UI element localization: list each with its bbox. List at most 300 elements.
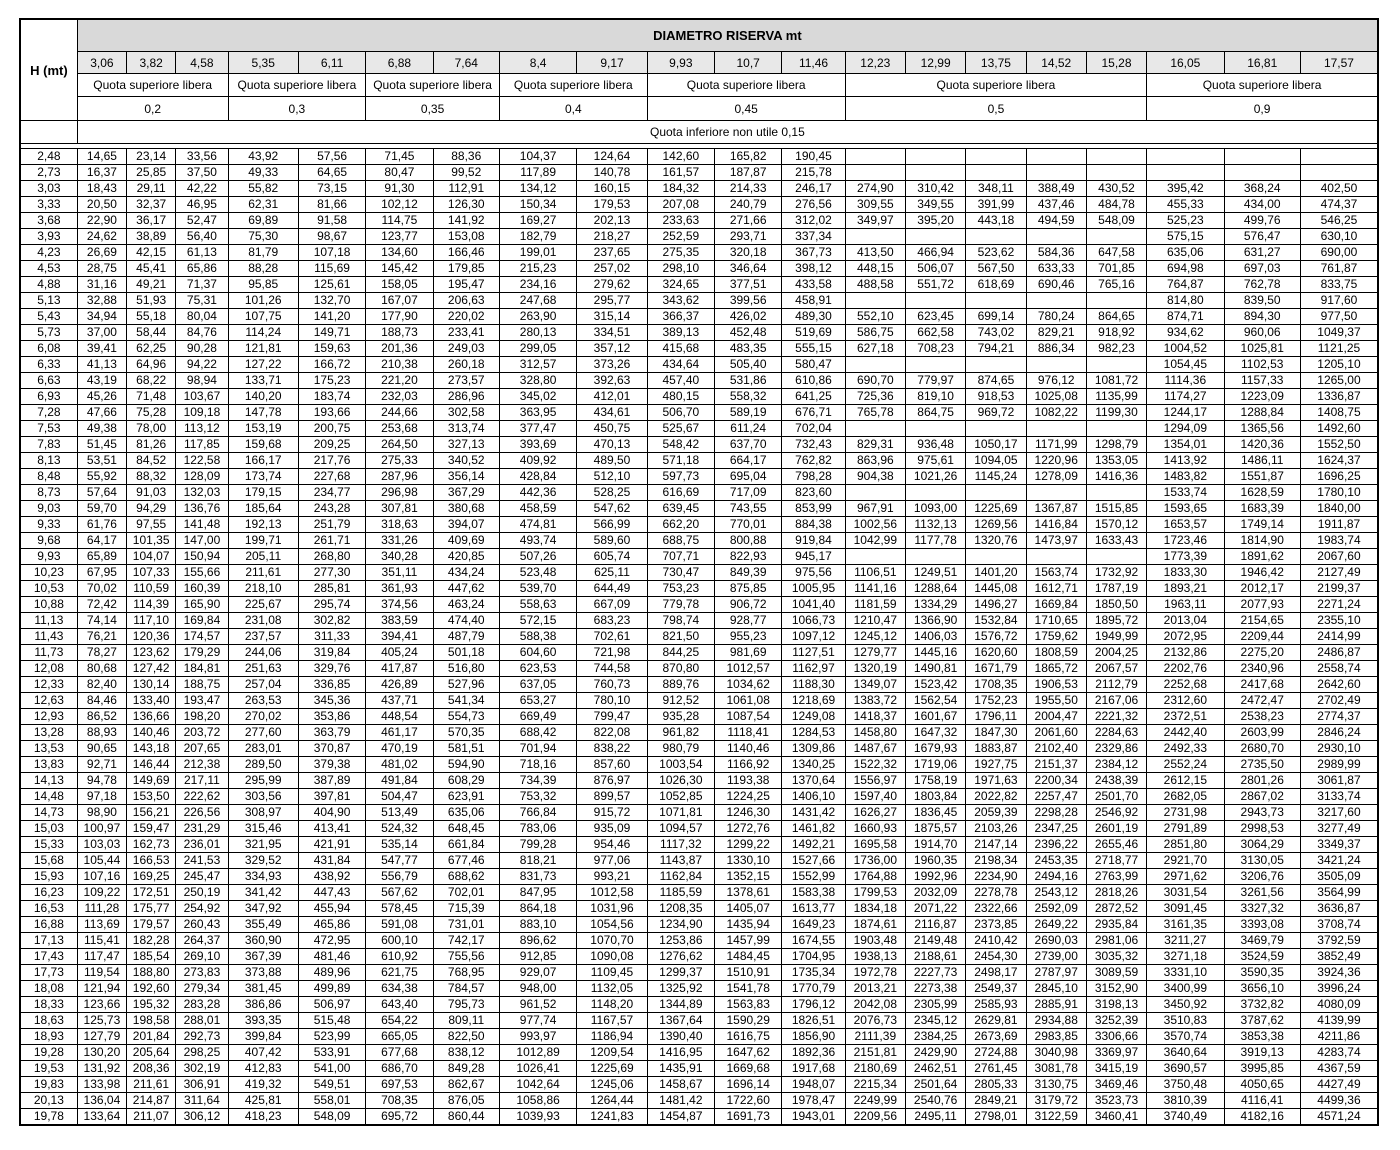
volume-cell: 2546,92 — [1086, 805, 1146, 821]
volume-cell: 3122,59 — [1026, 1109, 1086, 1126]
volume-cell: 531,86 — [715, 373, 782, 389]
volume-cell: 18,43 — [77, 181, 126, 197]
volume-cell: 3133,74 — [1300, 789, 1378, 805]
volume-cell: 2067,57 — [1086, 661, 1146, 677]
volume-cell: 541,00 — [298, 1061, 365, 1077]
volume-cell: 167,07 — [366, 293, 433, 309]
volume-cell: 1576,72 — [966, 629, 1026, 645]
height-cell: 8,48 — [20, 469, 77, 485]
volume-cell: 249,03 — [433, 341, 499, 357]
volume-cell: 203,72 — [176, 725, 228, 741]
volume-cell: 1626,27 — [845, 805, 905, 821]
volume-cell: 233,41 — [433, 325, 499, 341]
volume-cell: 391,99 — [966, 197, 1026, 213]
volume-cell: 1948,07 — [782, 1077, 845, 1093]
volume-cell: 1943,01 — [782, 1109, 845, 1126]
volume-cell: 2603,99 — [1224, 725, 1300, 741]
volume-cell: 505,40 — [715, 357, 782, 373]
volume-cell: 1109,45 — [577, 965, 647, 981]
table-row — [20, 725, 1378, 741]
volume-cell: 623,91 — [433, 789, 499, 805]
volume-cell: 1938,13 — [845, 949, 905, 965]
volume-cell: 3469,46 — [1086, 1077, 1146, 1093]
volume-cell: 1893,21 — [1147, 581, 1224, 597]
diameter-cell: 3,06 — [77, 52, 126, 74]
height-cell: 10,53 — [20, 581, 77, 597]
volume-cell: 2071,22 — [905, 901, 965, 917]
volume-cell: 166,53 — [127, 853, 176, 869]
volume-cell: 875,85 — [715, 581, 782, 597]
table-row — [20, 261, 1378, 277]
volume-cell: 2761,45 — [966, 1061, 1026, 1077]
volume-cell: 1094,05 — [966, 453, 1026, 469]
volume-cell: 226,56 — [176, 805, 228, 821]
volume-cell: 1874,61 — [845, 917, 905, 933]
volume-cell: 155,66 — [176, 565, 228, 581]
volume-cell: 584,36 — [1026, 245, 1086, 261]
volume-cell: 2495,11 — [905, 1109, 965, 1126]
volume-cell: 55,82 — [228, 181, 298, 197]
volume-cell: 2042,08 — [845, 997, 905, 1013]
volume-cell: 1021,26 — [905, 469, 965, 485]
volume-cell: 1906,53 — [1026, 677, 1086, 693]
volume-cell: 393,69 — [499, 437, 576, 453]
volume-cell: 29,11 — [127, 181, 176, 197]
volume-cell: 3261,56 — [1224, 885, 1300, 901]
volume-cell: 1917,68 — [782, 1061, 845, 1077]
volume-cell: 567,62 — [366, 885, 433, 901]
volume-cell: 458,91 — [782, 293, 845, 309]
volume-cell: 103,67 — [176, 389, 228, 405]
volume-cell: 296,98 — [366, 485, 433, 501]
volume-cell: 260,43 — [176, 917, 228, 933]
volume-cell: 90,28 — [176, 341, 228, 357]
volume-cell: 2414,99 — [1300, 629, 1378, 645]
volume-cell: 1458,80 — [845, 725, 905, 741]
volume-cell: 254,92 — [176, 901, 228, 917]
volume-cell: 134,60 — [366, 245, 433, 261]
volume-cell: 276,56 — [782, 197, 845, 213]
volume-cell: 4050,65 — [1224, 1077, 1300, 1093]
volume-cell: 1002,56 — [845, 517, 905, 533]
table-row — [20, 309, 1378, 325]
volume-cell — [1026, 229, 1086, 245]
volume-cell: 623,53 — [499, 661, 576, 677]
volume-cell: 123,62 — [127, 645, 176, 661]
volume-cell: 82,40 — [77, 677, 126, 693]
volume-cell: 126,30 — [433, 197, 499, 213]
diameter-cell: 16,81 — [1224, 52, 1300, 74]
volume-cell: 207,08 — [647, 197, 714, 213]
volume-cell: 2851,80 — [1147, 837, 1224, 853]
volume-cell: 234,77 — [298, 485, 365, 501]
volume-cell: 547,77 — [366, 853, 433, 869]
volume-cell: 56,40 — [176, 229, 228, 245]
volume-cell: 765,78 — [845, 405, 905, 421]
volume-cell: 1492,60 — [1300, 421, 1378, 437]
volume-cell: 857,60 — [577, 757, 647, 773]
table-row — [20, 677, 1378, 693]
volume-cell: 470,13 — [577, 437, 647, 453]
volume-cell: 571,18 — [647, 453, 714, 469]
volume-cell: 630,10 — [1300, 229, 1378, 245]
volume-cell — [845, 357, 905, 373]
volume-cell: 433,58 — [782, 277, 845, 293]
volume-cell: 1148,20 — [577, 997, 647, 1013]
volume-cell: 605,74 — [577, 549, 647, 565]
volume-cell: 133,40 — [127, 693, 176, 709]
volume-cell: 853,99 — [782, 501, 845, 517]
volume-cell: 1320,76 — [966, 533, 1026, 549]
volume-cell: 2059,39 — [966, 805, 1026, 821]
volume-cell: 367,73 — [782, 245, 845, 261]
volume-cell: 234,16 — [499, 277, 576, 293]
volume-cell: 3130,75 — [1026, 1077, 1086, 1093]
diameter-cell: 9,17 — [577, 52, 647, 74]
table-row — [20, 693, 1378, 709]
volume-cell: 409,92 — [499, 453, 576, 469]
volume-cell — [905, 549, 965, 565]
volume-cell: 548,09 — [298, 1109, 365, 1126]
volume-cell: 101,26 — [228, 293, 298, 309]
volume-cell: 461,17 — [366, 725, 433, 741]
volume-cell: 506,97 — [298, 997, 365, 1013]
volume-cell: 232,03 — [366, 389, 433, 405]
volume-cell: 302,82 — [298, 613, 365, 629]
volume-cell: 2116,87 — [905, 917, 965, 933]
volume-cell: 101,35 — [127, 533, 176, 549]
volume-cell: 2540,76 — [905, 1093, 965, 1109]
volume-cell: 702,04 — [782, 421, 845, 437]
volume-cell: 156,21 — [127, 805, 176, 821]
volume-cell: 313,74 — [433, 421, 499, 437]
volume-cell: 535,14 — [366, 837, 433, 853]
volume-cell: 147,78 — [228, 405, 298, 421]
volume-cell: 64,96 — [127, 357, 176, 373]
volume-cell: 91,03 — [127, 485, 176, 501]
volume-cell: 34,94 — [77, 309, 126, 325]
volume-cell: 263,90 — [499, 309, 576, 325]
volume-cell: 2154,65 — [1224, 613, 1300, 629]
volume-cell: 279,62 — [577, 277, 647, 293]
volume-cell: 884,38 — [782, 517, 845, 533]
volume-cell: 75,28 — [127, 405, 176, 421]
volume-cell: 340,52 — [433, 453, 499, 469]
volume-cell: 1406,03 — [905, 629, 965, 645]
volume-cell: 1710,65 — [1026, 613, 1086, 629]
volume-cell — [1026, 293, 1086, 309]
volume-cell: 192,60 — [127, 981, 176, 997]
volume-cell: 2012,17 — [1224, 581, 1300, 597]
volume-cell: 245,47 — [176, 869, 228, 885]
volume-cell: 193,66 — [298, 405, 365, 421]
volume-cell: 367,39 — [228, 949, 298, 965]
volume-cell: 1034,62 — [715, 677, 782, 693]
volume-cell: 1365,56 — [1224, 421, 1300, 437]
volume-cell: 62,31 — [228, 197, 298, 213]
volume-cell: 115,41 — [77, 933, 126, 949]
volume-cell: 611,24 — [715, 421, 782, 437]
table-row — [20, 869, 1378, 885]
volume-cell: 318,63 — [366, 517, 433, 533]
height-cell: 3,33 — [20, 197, 77, 213]
volume-cell: 976,12 — [1026, 373, 1086, 389]
volume-cell: 394,41 — [366, 629, 433, 645]
volume-cell: 2112,79 — [1086, 677, 1146, 693]
volume-cell: 594,90 — [433, 757, 499, 773]
volume-cell: 1914,70 — [905, 837, 965, 853]
volume-cell: 2735,50 — [1224, 757, 1300, 773]
volume-cell: 159,63 — [298, 341, 365, 357]
volume-cell: 140,46 — [127, 725, 176, 741]
volume-cell: 1061,08 — [715, 693, 782, 709]
volume-cell: 49,33 — [228, 165, 298, 181]
volume-cell: 734,39 — [499, 773, 576, 789]
volume-cell: 141,48 — [176, 517, 228, 533]
volume-cell: 2801,26 — [1224, 773, 1300, 789]
volume-cell: 648,45 — [433, 821, 499, 837]
volume-cell: 2111,39 — [845, 1029, 905, 1045]
volume-cell: 114,24 — [228, 325, 298, 341]
volume-cell: 285,81 — [298, 581, 365, 597]
table-row — [20, 1061, 1378, 1077]
volume-cell: 702,01 — [433, 885, 499, 901]
volume-cell: 3810,39 — [1147, 1093, 1224, 1109]
volume-cell: 98,67 — [298, 229, 365, 245]
volume-cell: 753,23 — [647, 581, 714, 597]
volume-cell: 819,10 — [905, 389, 965, 405]
diameter-cell: 7,64 — [433, 52, 499, 74]
table-row — [20, 997, 1378, 1013]
volume-cell: 906,72 — [715, 597, 782, 613]
volume-cell: 295,74 — [298, 597, 365, 613]
volume-cell: 1003,54 — [647, 757, 714, 773]
volume-cell: 1269,56 — [966, 517, 1026, 533]
volume-cell: 1895,72 — [1086, 613, 1146, 629]
volume-cell — [1147, 165, 1224, 181]
volume-cell: 1551,87 — [1224, 469, 1300, 485]
table-row — [20, 485, 1378, 501]
volume-cell: 1225,69 — [966, 501, 1026, 517]
volume-cell: 588,38 — [499, 629, 576, 645]
volume-cell: 349,97 — [845, 213, 905, 229]
height-cell: 5,43 — [20, 309, 77, 325]
volume-cell: 307,81 — [366, 501, 433, 517]
volume-cell: 1563,83 — [715, 997, 782, 1013]
volume-cell: 72,42 — [77, 597, 126, 613]
volume-cell: 667,09 — [577, 597, 647, 613]
volume-cell: 993,21 — [577, 869, 647, 885]
volume-cell: 431,84 — [298, 853, 365, 869]
volume-cell — [905, 149, 965, 165]
diameter-cell: 12,99 — [905, 52, 965, 74]
volume-cell: 84,76 — [176, 325, 228, 341]
volume-cell: 839,50 — [1224, 293, 1300, 309]
volume-cell: 570,35 — [433, 725, 499, 741]
table-title: DIAMETRO RISERVA mt — [77, 19, 1378, 52]
volume-cell: 1143,87 — [647, 853, 714, 869]
volume-cell: 1054,56 — [577, 917, 647, 933]
volume-cell: 78,00 — [127, 421, 176, 437]
volume-cell: 1253,86 — [647, 933, 714, 949]
volume-cell: 393,35 — [228, 1013, 298, 1029]
volume-cell: 2774,37 — [1300, 709, 1378, 725]
volume-cell: 715,39 — [433, 901, 499, 917]
volume-cell: 1620,60 — [966, 645, 1026, 661]
height-cell: 18,08 — [20, 981, 77, 997]
volume-cell: 3750,48 — [1147, 1077, 1224, 1093]
height-cell: 19,78 — [20, 1109, 77, 1126]
volume-cell: 49,38 — [77, 421, 126, 437]
volume-cell: 2410,42 — [966, 933, 1026, 949]
volume-cell: 336,85 — [298, 677, 365, 693]
volume-cell: 702,61 — [577, 629, 647, 645]
title-row — [20, 19, 1378, 52]
volume-cell: 697,53 — [366, 1077, 433, 1093]
volume-cell: 329,52 — [228, 853, 298, 869]
volume-cell: 1649,23 — [782, 917, 845, 933]
volume-cell: 133,71 — [228, 373, 298, 389]
volume-cell: 676,71 — [782, 405, 845, 421]
volume-cell: 192,13 — [228, 517, 298, 533]
diameter-cell: 9,93 — [647, 52, 714, 74]
volume-cell: 1249,51 — [905, 565, 965, 581]
volume-cell: 2462,51 — [905, 1061, 965, 1077]
volume-cell: 3031,54 — [1147, 885, 1224, 901]
volume-cell: 864,75 — [905, 405, 965, 421]
volume-cell: 199,71 — [228, 533, 298, 549]
volume-cell: 90,65 — [77, 741, 126, 757]
volume-cell: 1087,54 — [715, 709, 782, 725]
volume-cell: 798,28 — [782, 469, 845, 485]
volume-cell: 75,31 — [176, 293, 228, 309]
volume-cell: 81,66 — [298, 197, 365, 213]
volume-cell: 247,68 — [499, 293, 576, 309]
volume-cell: 1042,99 — [845, 533, 905, 549]
volume-cell: 2453,35 — [1026, 853, 1086, 869]
volume-cell: 78,27 — [77, 645, 126, 661]
volume-cell: 3636,87 — [1300, 901, 1378, 917]
volume-cell: 1004,52 — [1147, 341, 1224, 357]
volume-cell: 273,57 — [433, 373, 499, 389]
volume-cell: 829,31 — [845, 437, 905, 453]
volume-cell: 328,80 — [499, 373, 576, 389]
volume-cell: 58,44 — [127, 325, 176, 341]
volume-cell: 779,97 — [905, 373, 965, 389]
height-cell: 10,23 — [20, 565, 77, 581]
volume-cell: 2472,47 — [1224, 693, 1300, 709]
volume-cell: 88,28 — [228, 261, 298, 277]
volume-cell: 117,10 — [127, 613, 176, 629]
volume-cell: 2429,90 — [905, 1045, 965, 1061]
volume-cell — [1026, 149, 1086, 165]
volume-cell: 80,47 — [366, 165, 433, 181]
volume-cell: 513,49 — [366, 805, 433, 821]
volume-cell: 1696,14 — [715, 1077, 782, 1093]
volume-cell: 143,18 — [127, 741, 176, 757]
volume-cell: 195,47 — [433, 277, 499, 293]
volume-cell — [845, 229, 905, 245]
volume-cell: 147,00 — [176, 533, 228, 549]
volume-cell: 2629,81 — [966, 1013, 1026, 1029]
volume-cell: 1435,94 — [715, 917, 782, 933]
volume-cell: 1552,50 — [1300, 437, 1378, 453]
volume-cell: 3206,76 — [1224, 869, 1300, 885]
volume-cell: 346,64 — [715, 261, 782, 277]
table-row — [20, 1093, 1378, 1109]
volume-cell — [905, 229, 965, 245]
volume-cell: 2149,48 — [905, 933, 965, 949]
volume-cell: 481,02 — [366, 757, 433, 773]
volume-cell: 227,68 — [298, 469, 365, 485]
volume-cell: 208,36 — [127, 1061, 176, 1077]
volume-cell: 1691,73 — [715, 1109, 782, 1126]
volume-cell: 2592,09 — [1026, 901, 1086, 917]
diameter-cell: 11,46 — [782, 52, 845, 74]
volume-cell: 3331,10 — [1147, 965, 1224, 981]
volume-cell: 218,27 — [577, 229, 647, 245]
volume-cell: 3393,08 — [1224, 917, 1300, 933]
volume-cell: 353,86 — [298, 709, 365, 725]
height-cell: 3,03 — [20, 181, 77, 197]
volume-cell: 528,25 — [577, 485, 647, 501]
volume-cell: 113,12 — [176, 421, 228, 437]
volume-cell: 94,22 — [176, 357, 228, 373]
volume-cell: 277,30 — [298, 565, 365, 581]
volume-cell: 3460,41 — [1086, 1109, 1146, 1126]
volume-cell: 94,29 — [127, 501, 176, 517]
volume-cell — [905, 421, 965, 437]
volume-cell: 127,79 — [77, 1029, 126, 1045]
volume-cell: 1674,55 — [782, 933, 845, 949]
volume-cell: 2442,40 — [1147, 725, 1224, 741]
volume-cell: 39,41 — [77, 341, 126, 357]
volume-cell: 166,72 — [298, 357, 365, 373]
volume-cell: 1141,16 — [845, 581, 905, 597]
table-row — [20, 645, 1378, 661]
volume-cell: 1042,64 — [499, 1077, 576, 1093]
volume-cell: 896,62 — [499, 933, 576, 949]
volume-cell: 499,89 — [298, 981, 365, 997]
volume-cell: 1118,41 — [715, 725, 782, 741]
volume-cell: 1352,15 — [715, 869, 782, 885]
volume-cell: 65,86 — [176, 261, 228, 277]
volume-cell: 1847,30 — [966, 725, 1026, 741]
volume-cell: 3787,62 — [1224, 1013, 1300, 1029]
volume-cell: 1891,62 — [1224, 549, 1300, 565]
volume-cell: 889,76 — [647, 677, 714, 693]
volume-cell: 122,58 — [176, 453, 228, 469]
volume-cell: 80,04 — [176, 309, 228, 325]
volume-cell: 16,37 — [77, 165, 126, 181]
volume-cell: 1366,90 — [905, 613, 965, 629]
volume-cell: 4182,16 — [1224, 1109, 1300, 1126]
volume-cell: 1780,10 — [1300, 485, 1378, 501]
volume-cell: 993,97 — [499, 1029, 576, 1045]
volume-cell: 2438,39 — [1086, 773, 1146, 789]
volume-cell: 1722,60 — [715, 1093, 782, 1109]
table-row — [20, 917, 1378, 933]
volume-cell: 233,63 — [647, 213, 714, 229]
height-cell: 12,93 — [20, 709, 77, 725]
volume-cell: 2061,60 — [1026, 725, 1086, 741]
volume-cell: 948,00 — [499, 981, 576, 997]
volume-cell: 688,42 — [499, 725, 576, 741]
volume-cell: 654,22 — [366, 1013, 433, 1029]
volume-cell: 600,10 — [366, 933, 433, 949]
volume-cell: 699,14 — [966, 309, 1026, 325]
volume-cell: 1445,16 — [905, 645, 965, 661]
